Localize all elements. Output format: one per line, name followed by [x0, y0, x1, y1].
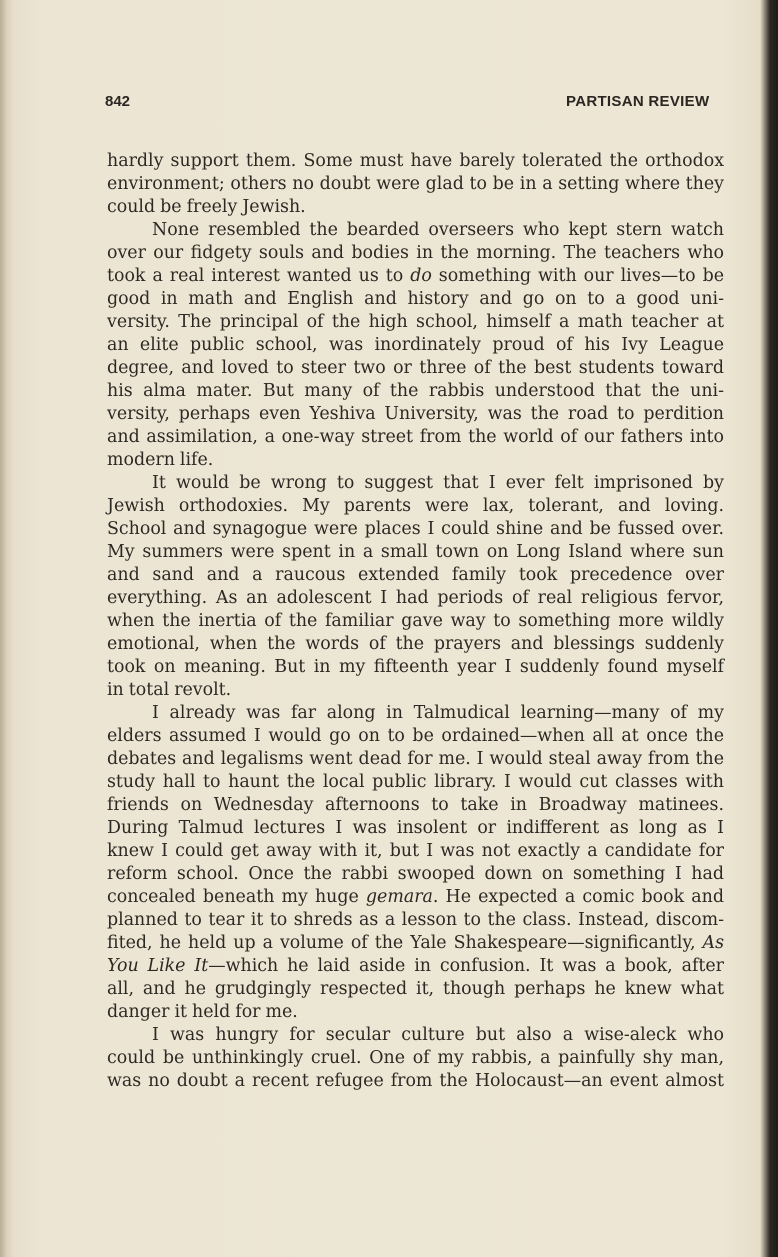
text-line: planned to tear it to shreds as a lesson to the class. Instead, discom-	[107, 910, 724, 930]
text-line: During Talmud lectures I was insolent or indifferent as long as I	[107, 818, 724, 838]
text-line: It would be wrong to suggest that I ever felt imprisoned by	[152, 473, 724, 493]
line-text: something with our lives—to be	[431, 266, 724, 286]
text-line: in total revolt.	[107, 680, 232, 700]
text-line	[107, 886, 724, 909]
text-line: emotional, when the words of the prayers and blessings suddenly	[107, 634, 724, 654]
text-line: all, and he grudgingly respected it, though perhaps he knew what	[107, 979, 724, 999]
text-line	[107, 932, 724, 955]
text-line: None resembled the bearded overseers who kept stern watch	[152, 220, 724, 240]
text-line: could be freely Jewish.	[107, 197, 306, 217]
text-line: and sand and a raucous extended family took precedence over	[107, 565, 724, 585]
line-text: —which he laid aside in confusion. It was a book, after	[208, 956, 724, 976]
line-text: took a real interest wanted us to	[107, 266, 411, 286]
text-line: I already was far along in Talmudical learning—many of my	[152, 703, 724, 723]
page-number: 842	[105, 93, 131, 110]
body-text	[107, 150, 724, 1093]
text-line: versity. The principal of the high school, himself a math teacher at	[107, 312, 724, 332]
italic-text: As	[702, 933, 724, 953]
italic-text: You Like It	[107, 956, 209, 976]
text-line: could be unthinkingly cruel. One of my rabbis, a painfully shy man,	[107, 1048, 724, 1068]
text-line: School and synagogue were places I could shine and be fussed over.	[107, 519, 724, 539]
text-line: an elite public school, was inordinately proud of his Ivy League	[107, 335, 724, 355]
text-line: good in math and English and history and go on to a good uni-	[107, 289, 724, 309]
text-line: elders assumed I would go on to be ordained—when all at once the	[107, 726, 724, 746]
text-line: danger it held for me.	[107, 1002, 298, 1022]
text-line: versity, perhaps even Yeshiva University, was the road to perdition	[107, 404, 724, 424]
journal-title: PARTISAN REVIEW	[566, 93, 710, 110]
text-line: was no doubt a recent refugee from the Holocaust—an event almost	[107, 1071, 724, 1091]
text-line	[107, 955, 724, 978]
text-line	[107, 265, 724, 288]
text-line: over our fidgety souls and bodies in the morning. The teachers who	[107, 243, 724, 263]
text-line: study hall to haunt the local public library. I would cut classes with	[107, 772, 724, 792]
text-line: took on meaning. But in my fifteenth year I suddenly found myself	[107, 657, 724, 677]
text-line: Jewish orthodoxies. My parents were lax, tolerant, and loving.	[107, 496, 724, 516]
text-line: when the inertia of the familiar gave way to something more wildly	[107, 611, 724, 631]
italic-text: gemara	[365, 887, 433, 907]
text-line: friends on Wednesday afternoons to take in Broadway matinees.	[107, 795, 724, 815]
italic-text: do	[410, 266, 432, 286]
page-gutter	[0, 0, 6, 1257]
text-line: knew I could get away with it, but I was not exactly a candidate for	[107, 841, 724, 861]
line-text: concealed beneath my huge	[107, 887, 366, 907]
text-line: environment; others no doubt were glad to be in a setting where they	[107, 174, 724, 194]
text-line: modern life.	[107, 450, 214, 470]
text-line: reform school. Once the rabbi swooped down on something I had	[107, 864, 724, 884]
text-line: everything. As an adolescent I had periods of real religious fervor,	[107, 588, 724, 608]
line-text: . He expected a comic book and	[432, 887, 724, 907]
text-line: debates and legalisms went dead for me. I would steal away from the	[107, 749, 724, 769]
text-line: degree, and loved to steer two or three of the best students toward	[107, 358, 724, 378]
text-line: his alma mater. But many of the rabbis understood that the uni-	[107, 381, 724, 401]
line-text: fited, he held up a volume of the Yale Shakespeare—significantly,	[107, 933, 703, 953]
text-line: and assimilation, a one-way street from the world of our fathers into	[107, 427, 724, 447]
text-line: I was hungry for secular culture but also a wise-aleck who	[152, 1025, 724, 1045]
text-line: hardly support them. Some must have barely tolerated the orthodox	[107, 151, 724, 171]
text-line: My summers were spent in a small town on Long Island where sun	[107, 542, 724, 562]
